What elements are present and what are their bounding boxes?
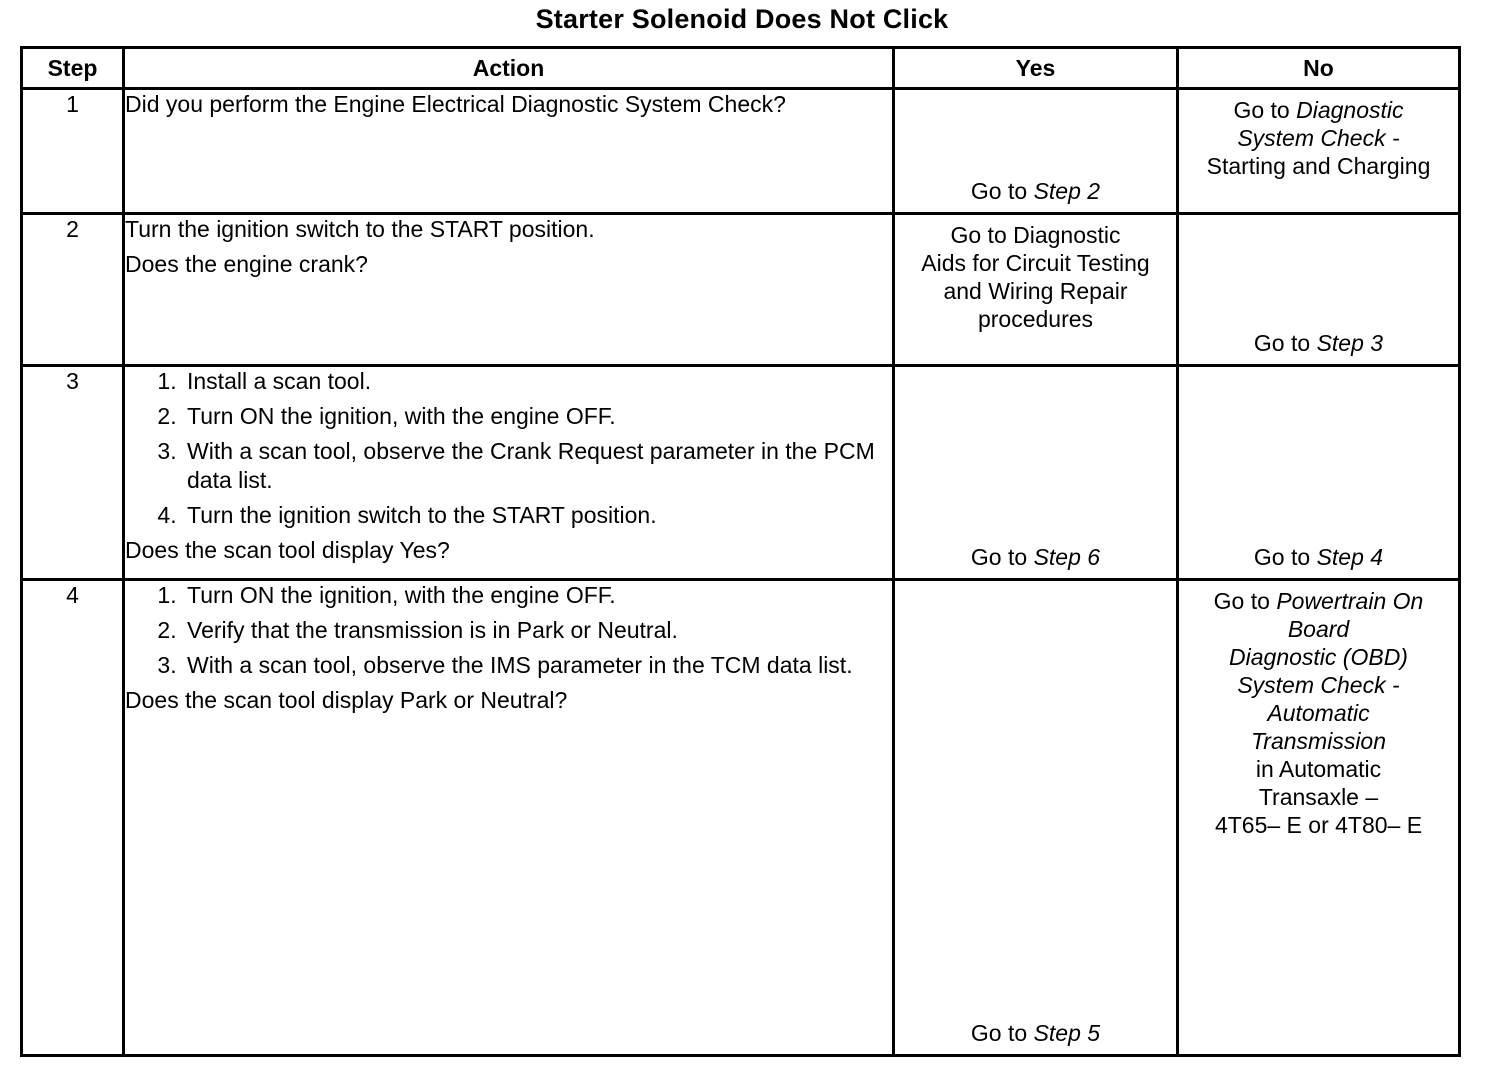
header-yes: Yes [894,48,1178,89]
procedure-line: procedures [977,306,1094,332]
page-title: Starter Solenoid Does Not Click [535,4,949,34]
step-number: 3 [22,366,124,580]
goto-prefix: Go to [970,1020,1028,1046]
action-list [125,367,892,530]
no-goto [1179,329,1458,358]
procedure-link[interactable]: Powertrain On [1276,588,1424,614]
header-step: Step [22,48,124,89]
action-text: Turn the ignition switch to the START position. [125,216,595,242]
procedure-link[interactable]: Diagnostic (OBD) [1229,644,1408,670]
goto-prefix: Go to [1233,97,1290,123]
action-text: Did you perform the Engine Electrical Diagnostic System Check? [125,91,786,117]
goto-prefix: Go to [970,544,1028,570]
procedure-suffix: in Automatic [1255,756,1382,782]
no-goto [1179,90,1458,180]
list-item: 1. Turn ON the ignition, with the engine OFF. [183,581,892,610]
step-number: 4 [22,580,124,1056]
no-cell [1178,580,1460,1056]
procedure-suffix: Transaxle – [1258,784,1379,810]
yes-cell [894,580,1178,1056]
step-number: 2 [22,214,124,366]
goto-prefix: Go to [1253,330,1311,356]
list-item: 4. Turn the ignition switch to the START position. [183,501,892,530]
procedure-link[interactable]: Automatic [1267,700,1370,726]
action-cell [124,580,894,1056]
no-cell [1178,89,1460,214]
list-item: 2. Verify that the transmission is in Park or Neutral. [183,616,892,645]
step-link[interactable]: Step 6 [1033,544,1101,570]
table-row [22,580,1460,1056]
procedure-link[interactable]: Transmission [1250,728,1387,754]
list-item: 3. With a scan tool, observe the IMS parameter in the TCM data list. [183,651,892,680]
table-row [22,214,1460,366]
yes-goto [895,177,1176,206]
list-item: 3. With a scan tool, observe the Crank Request parameter in the PCM data list. [183,437,892,495]
procedure-line: and Wiring Repair [943,278,1128,304]
step-link[interactable]: Step 3 [1316,330,1384,356]
action-cell [124,214,894,366]
procedure-link[interactable]: System Check - [1237,125,1400,151]
diagnostic-table [20,46,1461,1057]
yes-cell [894,89,1178,214]
yes-goto [895,543,1176,572]
action-question: Does the scan tool display Park or Neutral? [125,687,568,713]
action-question: Does the scan tool display Yes? [125,537,450,563]
goto-prefix: Go to [970,178,1028,204]
list-item: 1. Install a scan tool. [183,367,892,396]
goto-prefix: Go to [1213,588,1270,614]
action-list [125,581,892,680]
procedure-line: Go to Diagnostic [950,222,1121,248]
step-link[interactable]: Step 2 [1033,178,1101,204]
header-no: No [1178,48,1460,89]
list-item: 2. Turn ON the ignition, with the engine OFF. [183,402,892,431]
step-number: 1 [22,89,124,214]
no-cell [1178,366,1460,580]
table-header-row [22,48,1460,89]
action-cell [124,366,894,580]
procedure-link[interactable]: System Check - [1237,672,1400,698]
goto-prefix: Go to [1253,544,1311,570]
no-cell [1178,214,1460,366]
yes-goto [895,1019,1176,1048]
procedure-suffix: 4T65– E or 4T80– E [1214,812,1423,838]
yes-cell [894,366,1178,580]
procedure-link[interactable]: Diagnostic [1296,97,1404,123]
header-action: Action [124,48,894,89]
procedure-line: Aids for Circuit Testing [921,250,1150,276]
step-link[interactable]: Step 4 [1316,544,1384,570]
no-goto [1179,543,1458,572]
action-cell [124,89,894,214]
procedure-suffix: Starting and Charging [1206,153,1431,179]
action-question: Does the engine crank? [125,251,368,277]
table-row [22,366,1460,580]
no-goto [1179,581,1458,839]
yes-cell [894,214,1178,366]
procedure-link[interactable]: Board [1287,616,1350,642]
step-link[interactable]: Step 5 [1033,1020,1101,1046]
table-row [22,89,1460,214]
yes-goto [895,215,1176,333]
